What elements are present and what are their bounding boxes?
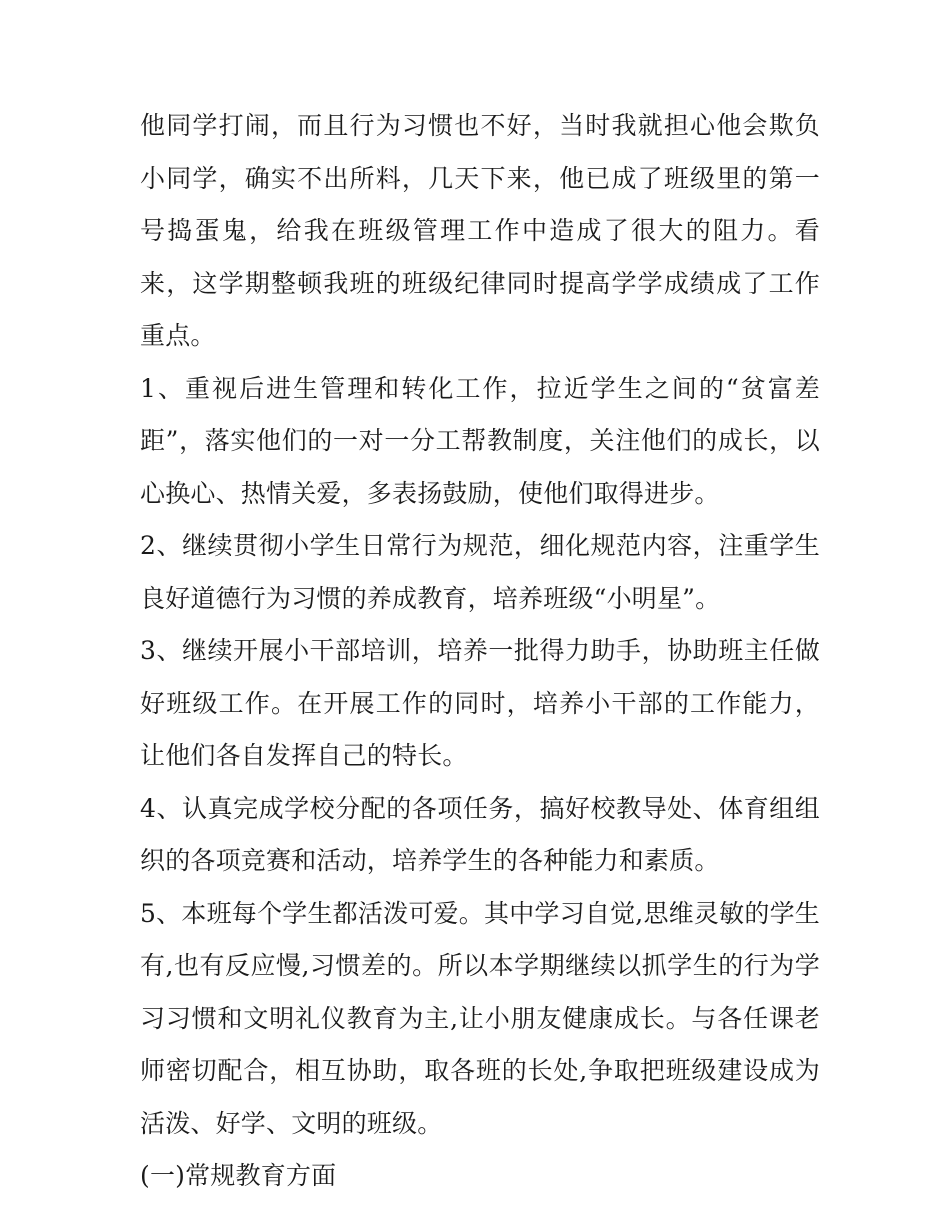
paragraph-continuation: 他同学打闹，而且行为习惯也不好，当时我就担心他会欺负小同学，确实不出所料，几天下来，他已成了班级里的第一号捣蛋鬼，给我在班级管理工作中造成了很大的阻力。看来，这学期整顿我班的班级纪律同时提高学学成绩成了工作重点。 [140,111,820,350]
paragraph-item-3: 3、继续开展小干部培训，培养一批得力助手，协助班主任做好班级工作。在开展工作的同时，培养小干部的工作能力，让他们各自发挥自己的特长。 [140,636,820,770]
paragraph-item-2: 2、继续贯彻小学生日常行为规范，细化规范内容，注重学生良好道德行为习惯的养成教育，培养班级“小明星”。 [140,531,820,613]
paragraph-item-1: 1、重视后进生管理和转化工作，拉近学生之间的“贫富差距”，落实他们的一对一分工帮教制度，关注他们的成长，以心换心、热情关爱，多表扬鼓励，使他们取得进步。 [140,373,820,508]
paragraph-item-5: 5、本班每个学生都活泼可爱。其中学习自觉,思维灵敏的学生有,也有反应慢,习惯差的。所以本学期继续以抓学生的行为学习习惯和文明礼仪教育为主,让小朋友健康成长。与各任课老师密切配合，相互协助，取各班的长处,争取把班级建设成为活泼、好学、文明的班级。 [140,898,820,1138]
paragraph-item-4: 4、认真完成学校分配的各项任务，搞好校教导处、体育组组织的各项竞赛和活动，培养学生的各种能力和素质。 [140,793,820,875]
section-heading: (一)常规教育方面 [140,1161,337,1190]
document-body [140,100,820,1203]
